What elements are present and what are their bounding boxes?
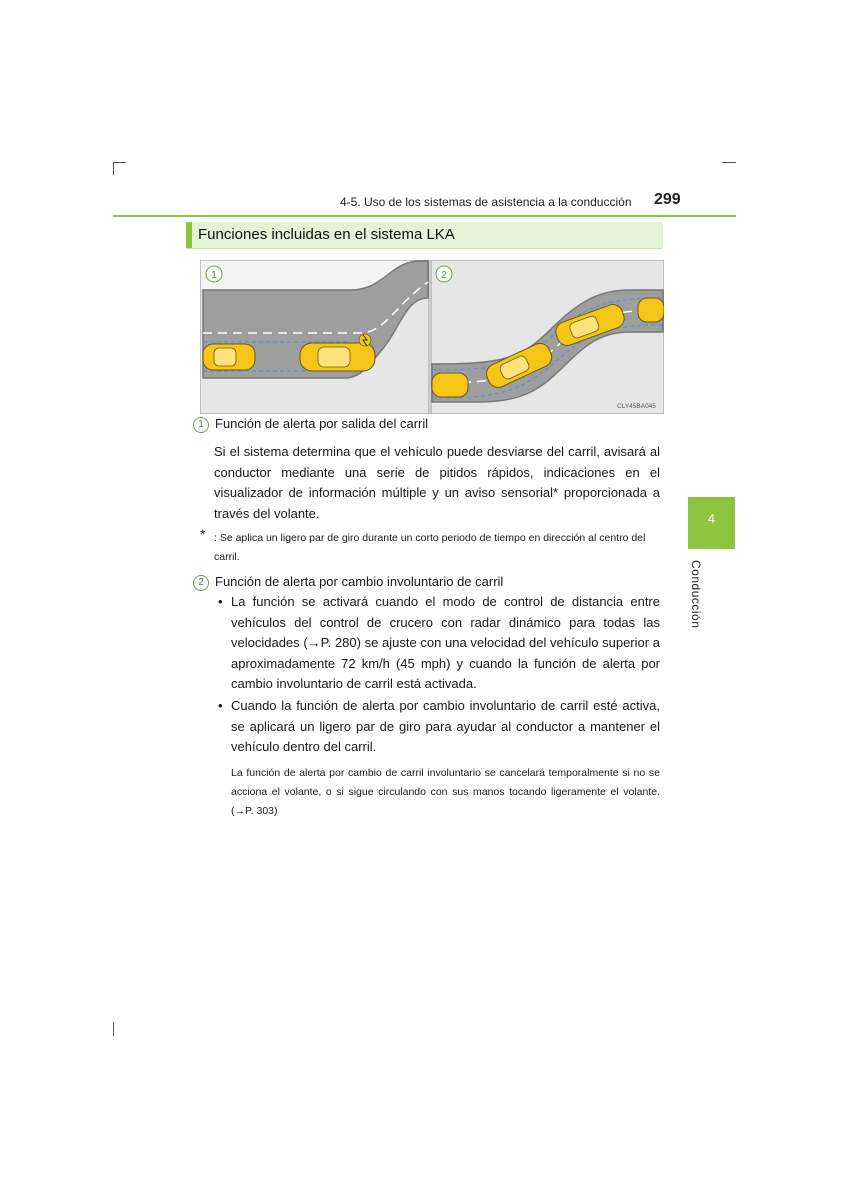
lka-illustration: [200, 260, 664, 414]
car-icon: [638, 298, 664, 322]
header-rule: [113, 215, 736, 217]
item-2-marker: 2: [193, 575, 209, 591]
section-title: Funciones incluidas en el sistema LKA: [198, 226, 455, 243]
footnote-text: : Se aplica un ligero par de giro durante un corto periodo de tiempo en dirección al centro del carril.: [214, 532, 646, 563]
item-2-bullet-text: La función se activará cuando el modo de control de distancia entre vehículos del control de crucero con radar dinámico para todas las velocidades (→P. 280) se ajuste con una velocidad del vehículo superior a aproximadamente 72 km/h (45 mph) y cuando la función de alerta por cambio involuntario de carril está activada.: [231, 594, 660, 691]
crop-mark-top-right-h: [722, 162, 736, 163]
crop-mark-bottom-left-v: [113, 1022, 114, 1036]
chapter-tab: [688, 497, 735, 549]
item-2-title-text: Función de alerta por cambio involuntario de carril: [215, 574, 504, 589]
item-1-body: Si el sistema determina que el vehículo puede desviarse del carril, avisará al conductor mediante una serie de pitidos rápidos, indicaciones en el visualizador de información múltiple y un aviso sensorial* proporcionada a través del volante.: [214, 444, 660, 521]
item-2-note: La función de alerta por cambio de carril involuntario se cancelará temporalmente si no se acciona el volante, o si sigue circulando con sus manos tocando ligeramente el volante. (→P. 303): [231, 767, 660, 817]
crop-mark-top-left-v: [113, 162, 114, 175]
bullet-dot: •: [218, 698, 223, 713]
footnote: [200, 526, 660, 567]
panel-2-marker: 2: [441, 270, 447, 281]
item-1-title: [193, 416, 428, 431]
running-header: 4-5. Uso de los sistemas de asistencia a la conducción: [340, 195, 632, 209]
bullet-dot: •: [218, 594, 223, 609]
item-2-bullet-text: Cuando la función de alerta por cambio involuntario de carril esté activa, se aplicará un ligero par de giro para ayudar al conductor a mantener el vehículo dentro del carril.: [231, 698, 660, 754]
car-icon: [432, 373, 468, 397]
chapter-label: Conducción: [689, 560, 703, 629]
item-1-marker: 1: [193, 417, 209, 433]
section-heading-bar: [186, 222, 192, 248]
footnote-mark: *: [200, 526, 206, 542]
page-number: 299: [654, 191, 681, 208]
chapter-number: 4: [707, 511, 716, 526]
panel-1-marker: 1: [211, 270, 217, 281]
lka-figure: [200, 260, 664, 414]
item-2-bullet: [218, 592, 660, 695]
item-2-bullet: [218, 696, 660, 758]
panel-1: [200, 260, 429, 414]
section-heading: [186, 222, 663, 249]
figure-code: CLY45BA045: [617, 403, 656, 410]
item-2-title: [193, 574, 503, 589]
item-1-title-text: Función de alerta por salida del carril: [215, 416, 429, 431]
crop-mark-top-left-h: [113, 162, 126, 163]
panel-2: [431, 260, 664, 414]
car-icon: [203, 344, 255, 370]
